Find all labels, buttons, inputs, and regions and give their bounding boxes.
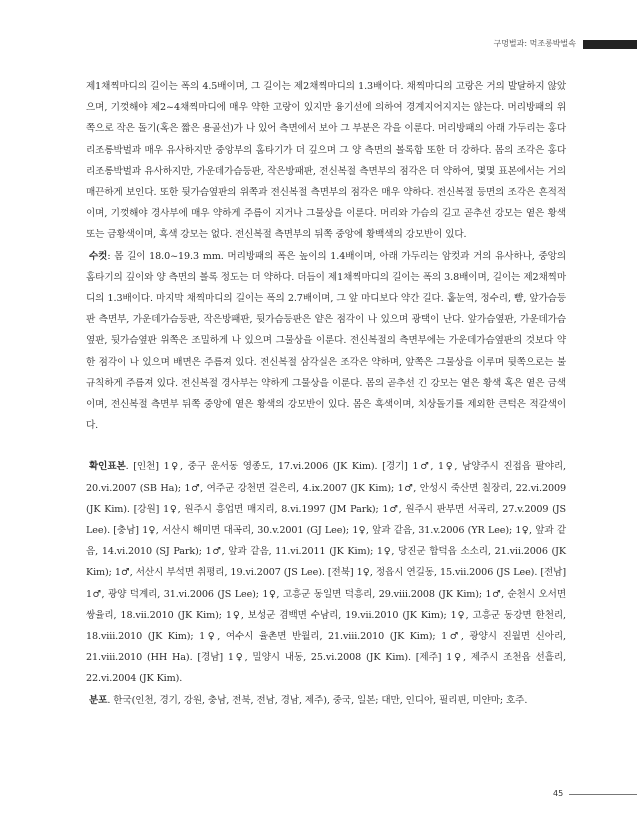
specimens-label: 확인표본 xyxy=(89,461,126,473)
main-text xyxy=(86,76,566,711)
female-description-paragraph: 제1채찍마디의 길이는 폭의 4.5배이며, 그 길이는 제2채찍마디의 1.3배이다. 채찍마디의 고랑은 거의 발달하지 않았으며, 기껏해야 제2~4채찍마디에 매우 약한 고랑이 있지만 융기선에 의하여 경계지어지지는 않는다. 머리방패의 위쪽으로 작은 돌기(혹은 짧은 용골선)가 나 있어 측면에서 보아 그 부분은 각을 이룬다. 머리방패의 아래 가두리는 홍다리조롱박벌과 매우 유사하지만 중앙부의 홈타기가 더 깊으며 그 양 측면의 볼록함 또한 더 강하다. 몸의 조각은 홍다리조롱박벌과 유사하지만, 가운데가슴등판, 작은방패판, 전신복절 측면부의 점각은 더 약하여, 몇몇 표본에서는 거의 매끈하게 보인다. 또한 뒷가슴옆판의 위쪽과 전신복절 측면부의 점각은 매우 약하다. 전신복절 등면의 조각은 흔적적이며, 기껏해야 경사부에 매우 약하게 주름이 지거나 그물상을 이룬다. 머리와 가슴의 길고 곧추선 강모는 옅은 황색 또는 금황색이며, 흑색 강모는 없다. 전신복절 측면부의 뒤쪽 중앙에 황백색의 강모반이 있다. xyxy=(86,81,566,241)
header-bar-decoration xyxy=(583,40,637,49)
male-label: 수컷 xyxy=(89,250,108,262)
distribution-paragraph xyxy=(86,690,566,711)
footer-rule xyxy=(569,794,637,795)
distribution-label: 분포 xyxy=(89,694,108,706)
running-header xyxy=(0,38,637,52)
male-description-text: : 몸 길이 18.0~19.3 mm. 머리방패의 폭은 높이의 1.4배이며, 아래 가두리는 암컷과 거의 유사하나, 중앙의 홈타기의 깊이와 양 측면의 볼록 정도는 더 약하다. 더듬이 제1채찍마디의 길이는 폭의 3.8배이며, 길이는 제2채찍마디의 1.3배이다. 마지막 채찍마디의 길이는 폭의 2.7배이며, 그 앞 마디보다 약간 길다. 홑눈역, 정수리, 뺨, 앞가슴등판 측면부, 가운데가슴등판, 작은방패판, 뒷가슴등판은 얕은 점각이 나 있으며 광택이 난다. 앞가슴옆판, 가운데가슴옆판, 뒷가슴옆판 위쪽은 조밀하게 나 있으며 그물상을 이룬다. 전신복절의 측면부에는 가운데가슴옆판의 것보다 약한 점각이 나 있으며 배면은 주름져 있다. 전신복절 삼각실은 조각은 약하며, 앞쪽은 그물상을 이루며 뒷쪽으로는 불규칙하게 주름져 있다. 전신복절 경사부는 약하게 그물상을 이룬다. 몸의 곧추선 긴 강모는 옅은 황색 혹은 옅은 금색이며, 전신복절 측면부 뒤쪽 중앙에 옅은 황색의 강모반이 있다. 몸은 흑색이며, 치상돌기를 제외한 큰턱은 적갈색이다. xyxy=(86,250,566,432)
section-gap xyxy=(86,436,566,456)
specimens-text: . [인천] 1♀, 중구 운서동 영종도, 17.vi.2006 (JK Kim). [경기] 1♂, 1♀, 남양주시 진접읍 팔야리, 20.vi.2007 (SB Ha); 1♂, 여주군 강천면 걸은리, 4.ix.2007 (JK Kim); 1♂, 안성시 죽산면 칠장리, 22.vi.2009 (JK Kim). [강원] 1♀, 원주시 흥업면 매지리, 8.vi.1997 (JM Park); 1♂, 원주시 판부면 서곡리, 27.v.2009 (JS Lee). [충남] 1♀, 서산시 해미면 대곡리, 30.v.2001 (GJ Lee); 1♀, 앞과 같음, 31.v.2006 (YR Lee); 1♀, 앞과 같음, 14.vi.2010 (SJ Park); 1♂, 앞과 같음, 11.vi.2011 (JK Kim); 1♀, 당진군 합덕읍 소소리, 21.vii.2006 (JK Kim); 1♂, 서산시 부석면 취평리, 19.vi.2007 (JS Lee). [전북] 1♀, 정읍시 연길동, 15.vii.2006 (JS Lee). [전남] 1♂, 광양 덕계리, 31.vi.2006 (JS Lee); 1♀, 고흥군 동일면 덕흥리, 29.viii.2008 (JK Kim); 1♂, 순천시 오서면 쌍율리, 18.vii.2010 (JK Kim); 1♀, 보성군 겸백면 수남리, 19.vii.2010 (JK Kim); 1♀, 고흥군 동강면 한천리, 18.viii.2010 (JK Kim); 1♀, 여수시 율촌면 반월리, 21.viii.2010 (JK Kim); 1♂, 광양시 진월면 신아리, 21.viii.2010 (HH Ha). [경남] 1♀, 밀양시 내동, 25.vi.2008 (JK Kim). [제주] 1♀, 제주시 조천읍 선흘리, 22.vi.2004 (JK Kim). xyxy=(86,461,566,685)
distribution-text: . 한국(인천, 경기, 강원, 충남, 전북, 전남, 경남, 제주), 중국, 일본; 대만, 인디아, 필리핀, 미얀마; 호주. xyxy=(107,694,528,706)
running-header-title: 구멍벌과: 먹조롱박벌속 xyxy=(493,39,576,48)
male-description-paragraph xyxy=(86,246,566,437)
page-number: 45 xyxy=(553,789,564,798)
specimens-paragraph xyxy=(86,456,566,689)
